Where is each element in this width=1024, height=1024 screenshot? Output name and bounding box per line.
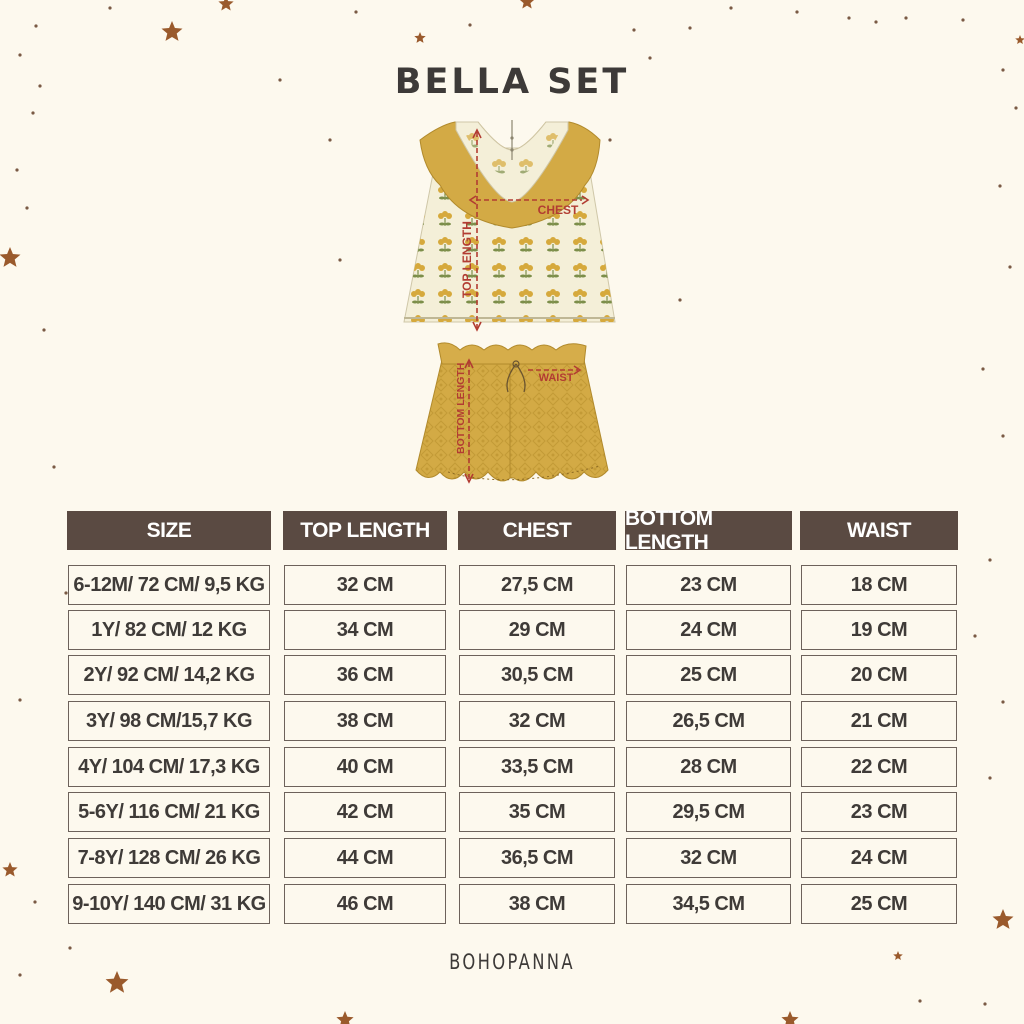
cell-waist: 24 CM bbox=[801, 838, 957, 878]
cell-size: 2Y/ 92 CM/ 14,2 KG bbox=[68, 655, 270, 695]
sparkle-dot bbox=[729, 6, 732, 9]
sparkle-dot bbox=[918, 999, 921, 1002]
cell-top-length: 38 CM bbox=[284, 701, 446, 741]
sparkle-dot bbox=[961, 18, 964, 21]
cell-chest: 38 CM bbox=[459, 884, 615, 924]
sparkle-dot bbox=[108, 6, 111, 9]
sparkle-dot bbox=[874, 20, 877, 23]
cell-bottom-length: 28 CM bbox=[626, 747, 791, 787]
cell-size: 9-10Y/ 140 CM/ 31 KG bbox=[68, 884, 270, 924]
star-icon bbox=[106, 971, 129, 993]
sparkle-dot bbox=[998, 184, 1001, 187]
star-icon bbox=[519, 0, 534, 9]
sparkle-dot bbox=[31, 111, 34, 114]
star-icon bbox=[336, 1011, 353, 1024]
cell-chest: 30,5 CM bbox=[459, 655, 615, 695]
cell-bottom-length: 34,5 CM bbox=[626, 884, 791, 924]
sparkle-dot bbox=[904, 16, 907, 19]
cell-chest: 27,5 CM bbox=[459, 565, 615, 605]
cell-waist: 21 CM bbox=[801, 701, 957, 741]
sparkle-dot bbox=[1008, 265, 1011, 268]
cell-bottom-length: 26,5 CM bbox=[626, 701, 791, 741]
bottom-length-label: BOTTOM LENGTH bbox=[455, 362, 467, 454]
sparkle-dot bbox=[354, 10, 357, 13]
cell-size: 5-6Y/ 116 CM/ 21 KG bbox=[68, 792, 270, 832]
cell-bottom-length: 29,5 CM bbox=[626, 792, 791, 832]
header-waist: WAIST bbox=[800, 511, 958, 550]
star-icon bbox=[162, 21, 183, 41]
cell-top-length: 32 CM bbox=[284, 565, 446, 605]
sparkle-dot bbox=[648, 56, 651, 59]
waist-label: WAIST bbox=[538, 372, 574, 384]
sparkle-dot bbox=[688, 26, 691, 29]
cell-chest: 32 CM bbox=[459, 701, 615, 741]
header-bottom-length: BOTTOM LENGTH bbox=[625, 511, 792, 550]
cell-bottom-length: 32 CM bbox=[626, 838, 791, 878]
cell-size: 1Y/ 82 CM/ 12 KG bbox=[68, 610, 270, 650]
cell-top-length: 46 CM bbox=[284, 884, 446, 924]
cell-bottom-length: 24 CM bbox=[626, 610, 791, 650]
sparkle-dot bbox=[632, 28, 635, 31]
sparkle-dot bbox=[338, 258, 341, 261]
cell-top-length: 34 CM bbox=[284, 610, 446, 650]
cell-waist: 19 CM bbox=[801, 610, 957, 650]
sparkle-dot bbox=[1001, 700, 1004, 703]
cell-waist: 20 CM bbox=[801, 655, 957, 695]
sparkle-dot bbox=[42, 328, 45, 331]
star-icon bbox=[218, 0, 233, 11]
sparkle-dot bbox=[468, 23, 471, 26]
cell-size: 7-8Y/ 128 CM/ 26 KG bbox=[68, 838, 270, 878]
sparkle-dot bbox=[1014, 106, 1017, 109]
star-icon bbox=[1015, 35, 1024, 44]
cell-size: 3Y/ 98 CM/15,7 KG bbox=[68, 701, 270, 741]
sparkle-dot bbox=[988, 558, 991, 561]
cell-top-length: 40 CM bbox=[284, 747, 446, 787]
sparkle-dot bbox=[52, 465, 55, 468]
sparkle-dot bbox=[678, 298, 681, 301]
star-icon bbox=[414, 32, 425, 43]
cell-chest: 35 CM bbox=[459, 792, 615, 832]
sparkle-dot bbox=[973, 634, 976, 637]
sparkle-dot bbox=[981, 367, 984, 370]
star-icon bbox=[2, 862, 17, 877]
sparkle-dot bbox=[18, 53, 21, 56]
star-icon bbox=[993, 909, 1014, 929]
cell-chest: 29 CM bbox=[459, 610, 615, 650]
cell-waist: 25 CM bbox=[801, 884, 957, 924]
cell-bottom-length: 25 CM bbox=[626, 655, 791, 695]
cell-size: 4Y/ 104 CM/ 17,3 KG bbox=[68, 747, 270, 787]
cell-top-length: 44 CM bbox=[284, 838, 446, 878]
chest-label: CHEST bbox=[537, 203, 579, 217]
sparkle-dot bbox=[68, 946, 71, 949]
sparkle-dot bbox=[847, 16, 850, 19]
sparkle-dot bbox=[18, 698, 21, 701]
cell-waist: 18 CM bbox=[801, 565, 957, 605]
top-length-label: TOP LENGTH bbox=[460, 221, 474, 298]
sparkle-dot bbox=[15, 168, 18, 171]
cell-top-length: 36 CM bbox=[284, 655, 446, 695]
sparkle-dot bbox=[1001, 434, 1004, 437]
star-icon bbox=[0, 247, 21, 267]
sparkle-dot bbox=[988, 776, 991, 779]
sparkle-dot bbox=[795, 10, 798, 13]
page-title: BELLA SET bbox=[394, 62, 630, 102]
sparkle-dot bbox=[25, 206, 28, 209]
cell-bottom-length: 23 CM bbox=[626, 565, 791, 605]
header-chest: CHEST bbox=[458, 511, 616, 550]
sparkle-dot bbox=[18, 973, 21, 976]
sparkle-dot bbox=[34, 24, 37, 27]
cell-waist: 22 CM bbox=[801, 747, 957, 787]
header-top-length: TOP LENGTH bbox=[283, 511, 447, 550]
brand-logo: BOHOPANNA bbox=[449, 950, 575, 974]
header-size: SIZE bbox=[67, 511, 271, 550]
sparkle-dot bbox=[33, 900, 36, 903]
sparkle-dot bbox=[983, 1002, 986, 1005]
shorts-body bbox=[416, 360, 608, 481]
garment-illustration bbox=[395, 118, 625, 498]
cell-chest: 36,5 CM bbox=[459, 838, 615, 878]
cell-waist: 23 CM bbox=[801, 792, 957, 832]
cell-chest: 33,5 CM bbox=[459, 747, 615, 787]
sparkle-dot bbox=[328, 138, 331, 141]
star-icon bbox=[781, 1011, 798, 1024]
cell-top-length: 42 CM bbox=[284, 792, 446, 832]
cell-size: 6-12M/ 72 CM/ 9,5 KG bbox=[68, 565, 270, 605]
